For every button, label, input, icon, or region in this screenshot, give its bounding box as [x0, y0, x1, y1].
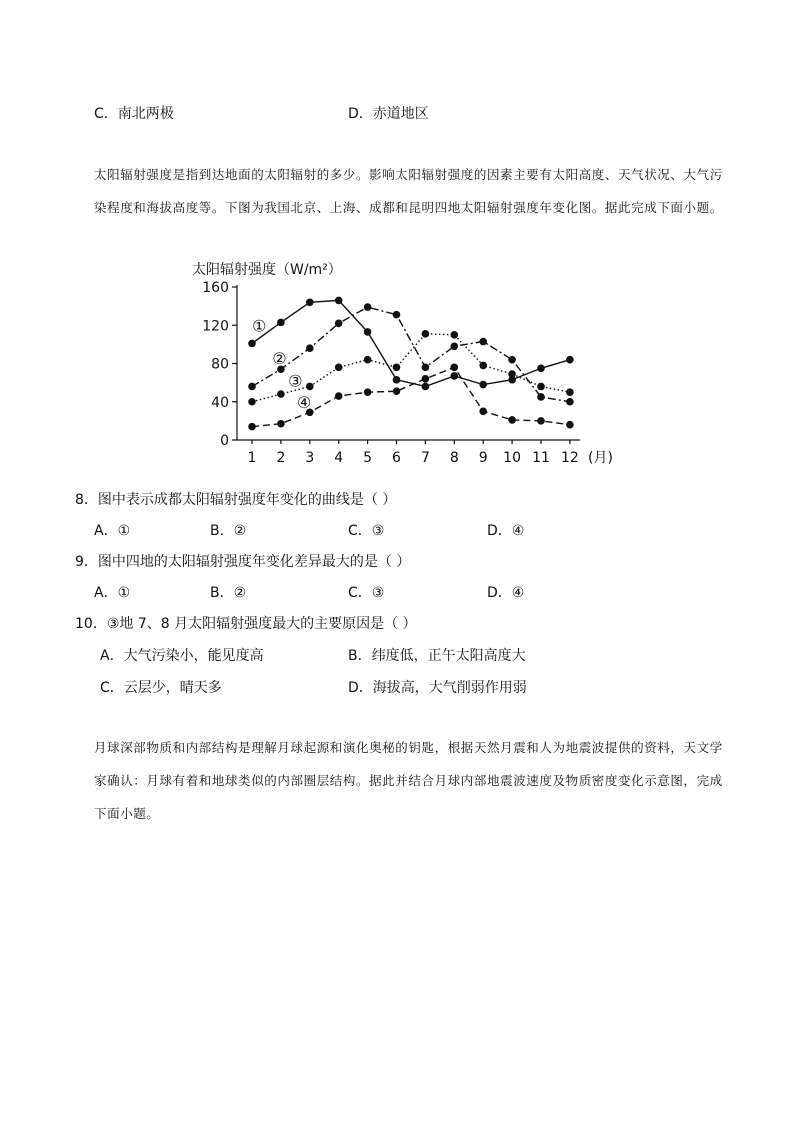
x-tick-label: 9 — [478, 450, 488, 466]
series-2-point — [479, 338, 487, 346]
series-3-point — [479, 362, 487, 370]
x-axis-unit: (月) — [588, 450, 613, 466]
series-1-point — [277, 319, 285, 327]
y-tick-label: 160 — [202, 280, 229, 296]
series-3-point — [277, 390, 285, 398]
x-tick-label: 2 — [276, 450, 286, 466]
q9-option-b: B．② — [210, 585, 247, 601]
series-2-point — [248, 383, 256, 391]
q8-option-c: C．③ — [348, 523, 385, 539]
x-tick-label: 1 — [247, 450, 257, 466]
series-4-point — [248, 423, 256, 431]
series-2-point — [451, 342, 459, 350]
series-1-point — [335, 297, 343, 305]
q8-option-d: D．④ — [487, 523, 525, 539]
q9-option-c: C．③ — [348, 585, 385, 601]
series-line-3 — [252, 334, 570, 402]
series-label-3: ③ — [288, 371, 303, 391]
series-3-point — [248, 398, 256, 406]
x-tick-label: 7 — [420, 450, 430, 466]
series-4-point — [335, 392, 343, 400]
question-9: 9．图中四地的太阳辐射强度年变化差异最大的是（ ） — [75, 554, 411, 570]
series-4-point — [566, 421, 574, 429]
question-8: 8．图中表示成都太阳辐射强度年变化的曲线是（ ） — [75, 492, 397, 508]
q10-option-d: D．海拔高，大气削弱作用弱 — [348, 680, 527, 696]
series-3-point — [422, 330, 430, 338]
series-4-point — [479, 408, 487, 416]
q8-option-b: B．② — [210, 523, 247, 539]
q9-option-d: D．④ — [487, 585, 525, 601]
series-2-point — [393, 311, 401, 319]
series-2-point — [537, 393, 545, 401]
x-tick-label: 12 — [560, 450, 579, 466]
series-3-point — [537, 383, 545, 391]
series-2-point — [508, 356, 516, 364]
q10-option-c: C．云层少，晴天多 — [100, 680, 222, 696]
y-tick-label: 40 — [211, 394, 229, 411]
solar-radiation-chart — [185, 258, 625, 470]
series-4-point — [537, 417, 545, 425]
series-4-point — [393, 387, 401, 395]
series-1-point — [451, 372, 459, 380]
y-tick-label: 120 — [202, 318, 229, 335]
series-3-point — [508, 370, 516, 378]
q9-option-a: A．① — [94, 585, 131, 601]
series-2-point — [364, 303, 372, 311]
option-c: C．南北两极 — [94, 106, 174, 122]
intro-paragraph-2: 月球深部物质和内部结构是理解月球起源和演化奥秘的钥匙，根据天然月震和人为地震波提供的资料，天文学家确认：月球有着和地球类似的内部圈层结构。据此并结合月球内部地震波速度及物质密度变化示意图，完成下面小题。 — [94, 740, 723, 821]
x-tick-label: 10 — [503, 450, 522, 466]
series-3-point — [335, 364, 343, 372]
series-1-point — [479, 381, 487, 389]
option-d: D．赤道地区 — [348, 106, 429, 122]
series-1-point — [306, 299, 314, 307]
x-tick-label: 11 — [532, 450, 550, 466]
series-2-point — [422, 364, 430, 372]
series-3-point — [566, 388, 574, 396]
series-4-point — [451, 364, 459, 372]
y-tick-label: 80 — [211, 356, 229, 373]
series-label-2: ② — [272, 348, 287, 368]
x-tick-label: 8 — [449, 450, 459, 466]
intro-paragraph-1: 太阳辐射强度是指到达地面的太阳辐射的多少。影响太阳辐射强度的因素主要有太阳高度、天气状况、大气污染程度和海拔高度等。下图为我国北京、上海、成都和昆明四地太阳辐射强度年变化图。据此完成下面小题。 — [94, 167, 723, 215]
series-1-point — [393, 376, 401, 384]
series-4-point — [508, 416, 516, 424]
q10-option-a: A．大气污染小，能见度高 — [100, 648, 264, 664]
series-4-point — [277, 420, 285, 428]
series-1-point — [248, 340, 256, 348]
series-4-point — [364, 388, 372, 396]
series-2-point — [566, 398, 574, 406]
series-3-point — [451, 331, 459, 339]
series-4-point — [422, 375, 430, 383]
x-tick-label: 5 — [363, 450, 373, 466]
series-2-point — [306, 344, 314, 352]
series-1-point — [422, 383, 430, 391]
series-3-point — [393, 364, 401, 372]
q10-option-b: B．纬度低，正午太阳高度大 — [348, 648, 526, 664]
series-1-point — [364, 328, 372, 336]
chart-title: 太阳辐射强度（W/m²） — [192, 262, 342, 278]
series-label-4: ④ — [296, 392, 312, 412]
question-10: 10．③地 7、8 月太阳辐射强度最大的主要原因是（ ） — [75, 616, 417, 632]
series-label-1: ① — [252, 316, 267, 336]
series-1-point — [566, 356, 574, 364]
series-3-point — [306, 383, 314, 391]
x-tick-label: 3 — [305, 450, 315, 466]
x-tick-label: 4 — [334, 450, 344, 466]
series-1-point — [537, 364, 545, 372]
series-3-point — [364, 356, 372, 364]
x-tick-label: 6 — [392, 450, 401, 466]
series-2-point — [335, 320, 343, 328]
q8-option-a: A．① — [94, 523, 131, 539]
y-tick-label: 0 — [220, 433, 229, 449]
